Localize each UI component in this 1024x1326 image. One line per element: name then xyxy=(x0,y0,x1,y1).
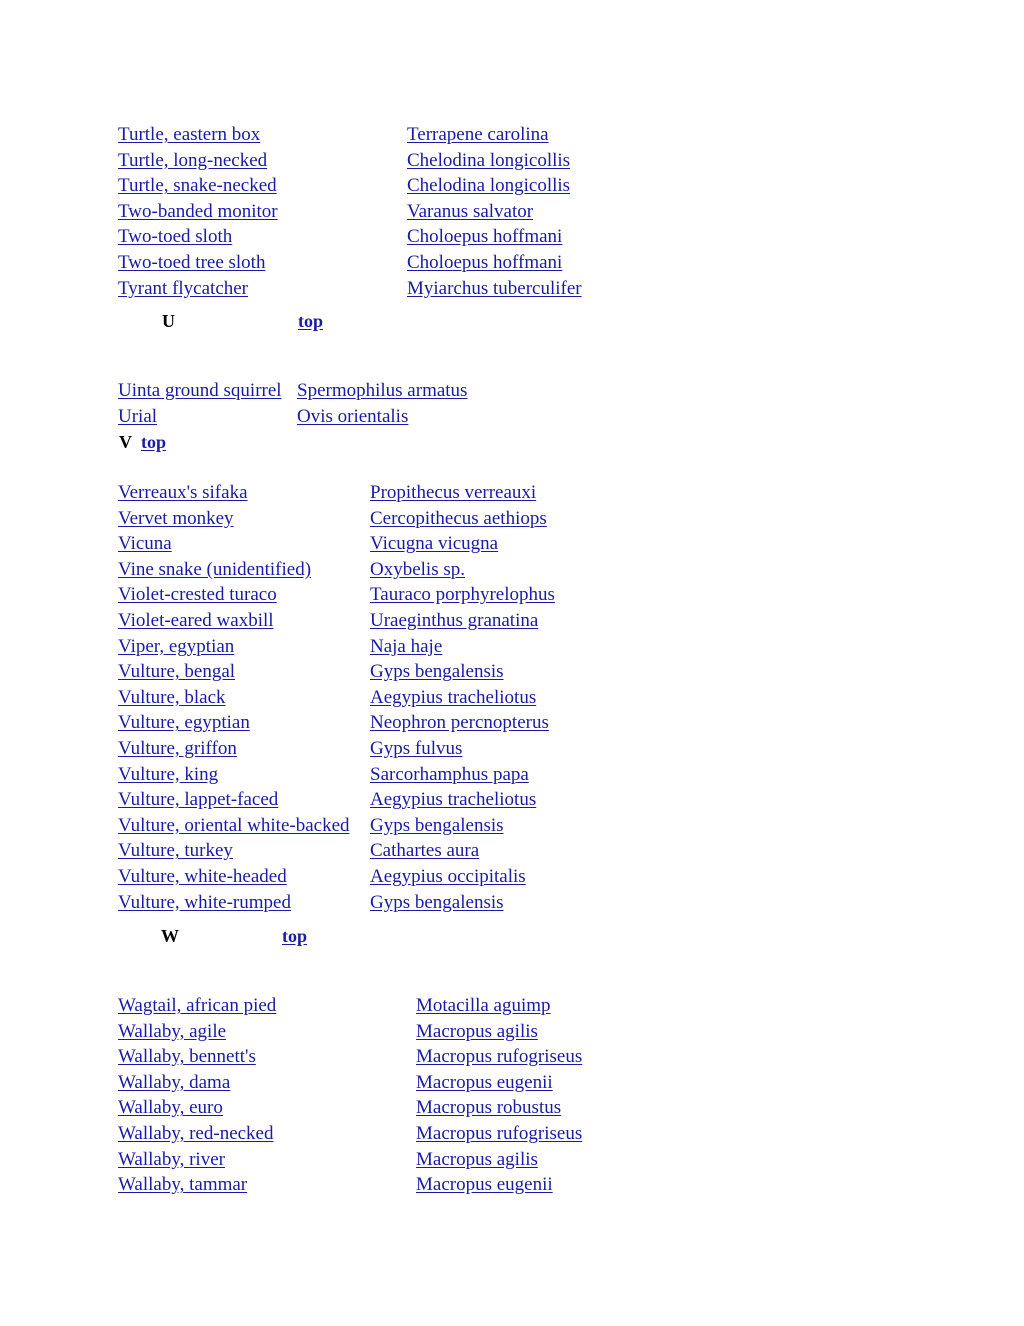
scientific-name-link[interactable]: Sarcorhamphus papa xyxy=(370,763,529,785)
common-name-link[interactable]: Two-banded monitor xyxy=(118,200,278,222)
scientific-name-link[interactable]: Macropus robustus xyxy=(416,1097,562,1119)
scientific-name-link[interactable]: Naja haje xyxy=(370,635,443,657)
scientific-name-link[interactable]: Uraeginthus granatina xyxy=(370,609,539,631)
common-name-link[interactable]: Vulture, black xyxy=(118,686,226,708)
scientific-name-link[interactable]: Aegypius tracheliotus xyxy=(370,686,537,708)
scientific-name-link[interactable]: Aegypius occipitalis xyxy=(370,865,526,887)
common-name-link[interactable]: Turtle, snake-necked xyxy=(118,175,277,197)
scientific-name-link[interactable]: Gyps bengalensis xyxy=(370,891,504,913)
section-letter-v: V xyxy=(119,432,132,452)
scientific-name-link[interactable]: Neophron percnopterus xyxy=(370,712,549,734)
scientific-name-link[interactable]: Oxybelis sp. xyxy=(370,558,465,580)
common-name-link[interactable]: Turtle, long-necked xyxy=(118,149,268,171)
scientific-name-link[interactable]: Gyps bengalensis xyxy=(370,814,504,836)
common-name-link[interactable]: Wallaby, dama xyxy=(118,1071,231,1093)
common-name-link[interactable]: Violet-eared waxbill xyxy=(118,609,274,631)
scientific-name-link[interactable]: Motacilla aguimp xyxy=(416,995,551,1016)
scientific-name-link[interactable]: Vicugna vicugna xyxy=(370,533,499,555)
common-name-link[interactable]: Vulture, griffon xyxy=(118,737,237,759)
top-link-u[interactable]: top xyxy=(298,311,324,331)
common-name-link[interactable]: Vulture, egyptian xyxy=(118,712,250,734)
common-name-link[interactable]: Vicuna xyxy=(118,533,172,555)
scientific-name-link[interactable]: Gyps bengalensis xyxy=(370,661,504,683)
top-link-w[interactable]: top xyxy=(282,926,308,946)
common-name-link[interactable]: Two-toed tree sloth xyxy=(118,251,266,273)
common-name-link[interactable]: Violet-crested turaco xyxy=(118,584,277,606)
scientific-name-link[interactable]: Cercopithecus aethiops xyxy=(370,507,547,529)
scientific-name-link[interactable]: Macropus rufogriseus xyxy=(416,1046,583,1068)
common-name-link[interactable]: Wallaby, bennett's xyxy=(118,1046,256,1068)
scientific-name-link[interactable]: Macropus eugenii xyxy=(416,1071,553,1093)
top-link-v[interactable]: top xyxy=(141,432,167,452)
common-name-link[interactable]: Vine snake (unidentified) xyxy=(118,558,312,580)
common-name-link[interactable]: Turtle, eastern box xyxy=(118,124,261,145)
common-name-link[interactable]: Wallaby, red-necked xyxy=(118,1122,274,1144)
scientific-name-link[interactable]: Macropus agilis xyxy=(416,1148,538,1170)
common-name-link[interactable]: Vulture, bengal xyxy=(118,661,236,683)
scientific-name-link[interactable]: Spermophilus armatus xyxy=(297,380,468,401)
common-name-link[interactable]: Urial xyxy=(118,405,158,427)
common-name-link[interactable]: Vulture, lappet-faced xyxy=(118,789,279,811)
scientific-name-link[interactable]: Chelodina longicollis xyxy=(407,149,571,171)
common-name-link[interactable]: Two-toed sloth xyxy=(118,226,233,248)
common-name-link[interactable]: Uinta ground squirrel xyxy=(118,380,282,401)
scientific-name-link[interactable]: Chelodina longicollis xyxy=(407,175,571,197)
common-name-link[interactable]: Vulture, oriental white-backed xyxy=(118,814,350,836)
scientific-name-link[interactable]: Choloepus hoffmani xyxy=(407,251,563,273)
common-name-link[interactable]: Verreaux's sifaka xyxy=(118,482,248,503)
common-name-link[interactable]: Tyrant flycatcher xyxy=(118,277,249,299)
common-name-link[interactable]: Vulture, turkey xyxy=(118,840,233,862)
common-name-link[interactable]: Wallaby, river xyxy=(118,1148,225,1170)
common-name-link[interactable]: Vulture, white-rumped xyxy=(118,891,291,913)
common-name-link[interactable]: Vulture, white-headed xyxy=(118,865,287,887)
scientific-name-link[interactable]: Myiarchus tuberculifer xyxy=(407,277,582,299)
scientific-name-link[interactable]: Macropus rufogriseus xyxy=(416,1122,583,1144)
scientific-name-link[interactable]: Varanus salvator xyxy=(407,200,534,222)
common-name-link[interactable]: Viper, egyptian xyxy=(118,635,235,657)
scientific-name-link[interactable]: Propithecus verreauxi xyxy=(370,482,537,503)
section-letter-w: W xyxy=(161,926,179,946)
common-name-link[interactable]: Vulture, king xyxy=(118,763,219,785)
scientific-name-link[interactable]: Gyps fulvus xyxy=(370,737,463,759)
scientific-name-link[interactable]: Choloepus hoffmani xyxy=(407,226,563,248)
scientific-name-link[interactable]: Tauraco porphyrelophus xyxy=(370,584,555,606)
scientific-name-link[interactable]: Ovis orientalis xyxy=(297,405,409,427)
common-name-link[interactable]: Wallaby, agile xyxy=(118,1020,227,1042)
scientific-name-link[interactable]: Macropus eugenii xyxy=(416,1174,553,1196)
scientific-name-link[interactable]: Aegypius tracheliotus xyxy=(370,789,537,811)
scientific-name-link[interactable]: Terrapene carolina xyxy=(407,124,549,145)
scientific-name-link[interactable]: Macropus agilis xyxy=(416,1020,538,1042)
section-letter-u: U xyxy=(162,311,175,331)
common-name-link[interactable]: Wagtail, african pied xyxy=(118,995,277,1016)
common-name-link[interactable]: Vervet monkey xyxy=(118,507,234,529)
common-name-link[interactable]: Wallaby, euro xyxy=(118,1097,223,1119)
common-name-link[interactable]: Wallaby, tammar xyxy=(118,1174,248,1196)
scientific-name-link[interactable]: Cathartes aura xyxy=(370,840,480,862)
